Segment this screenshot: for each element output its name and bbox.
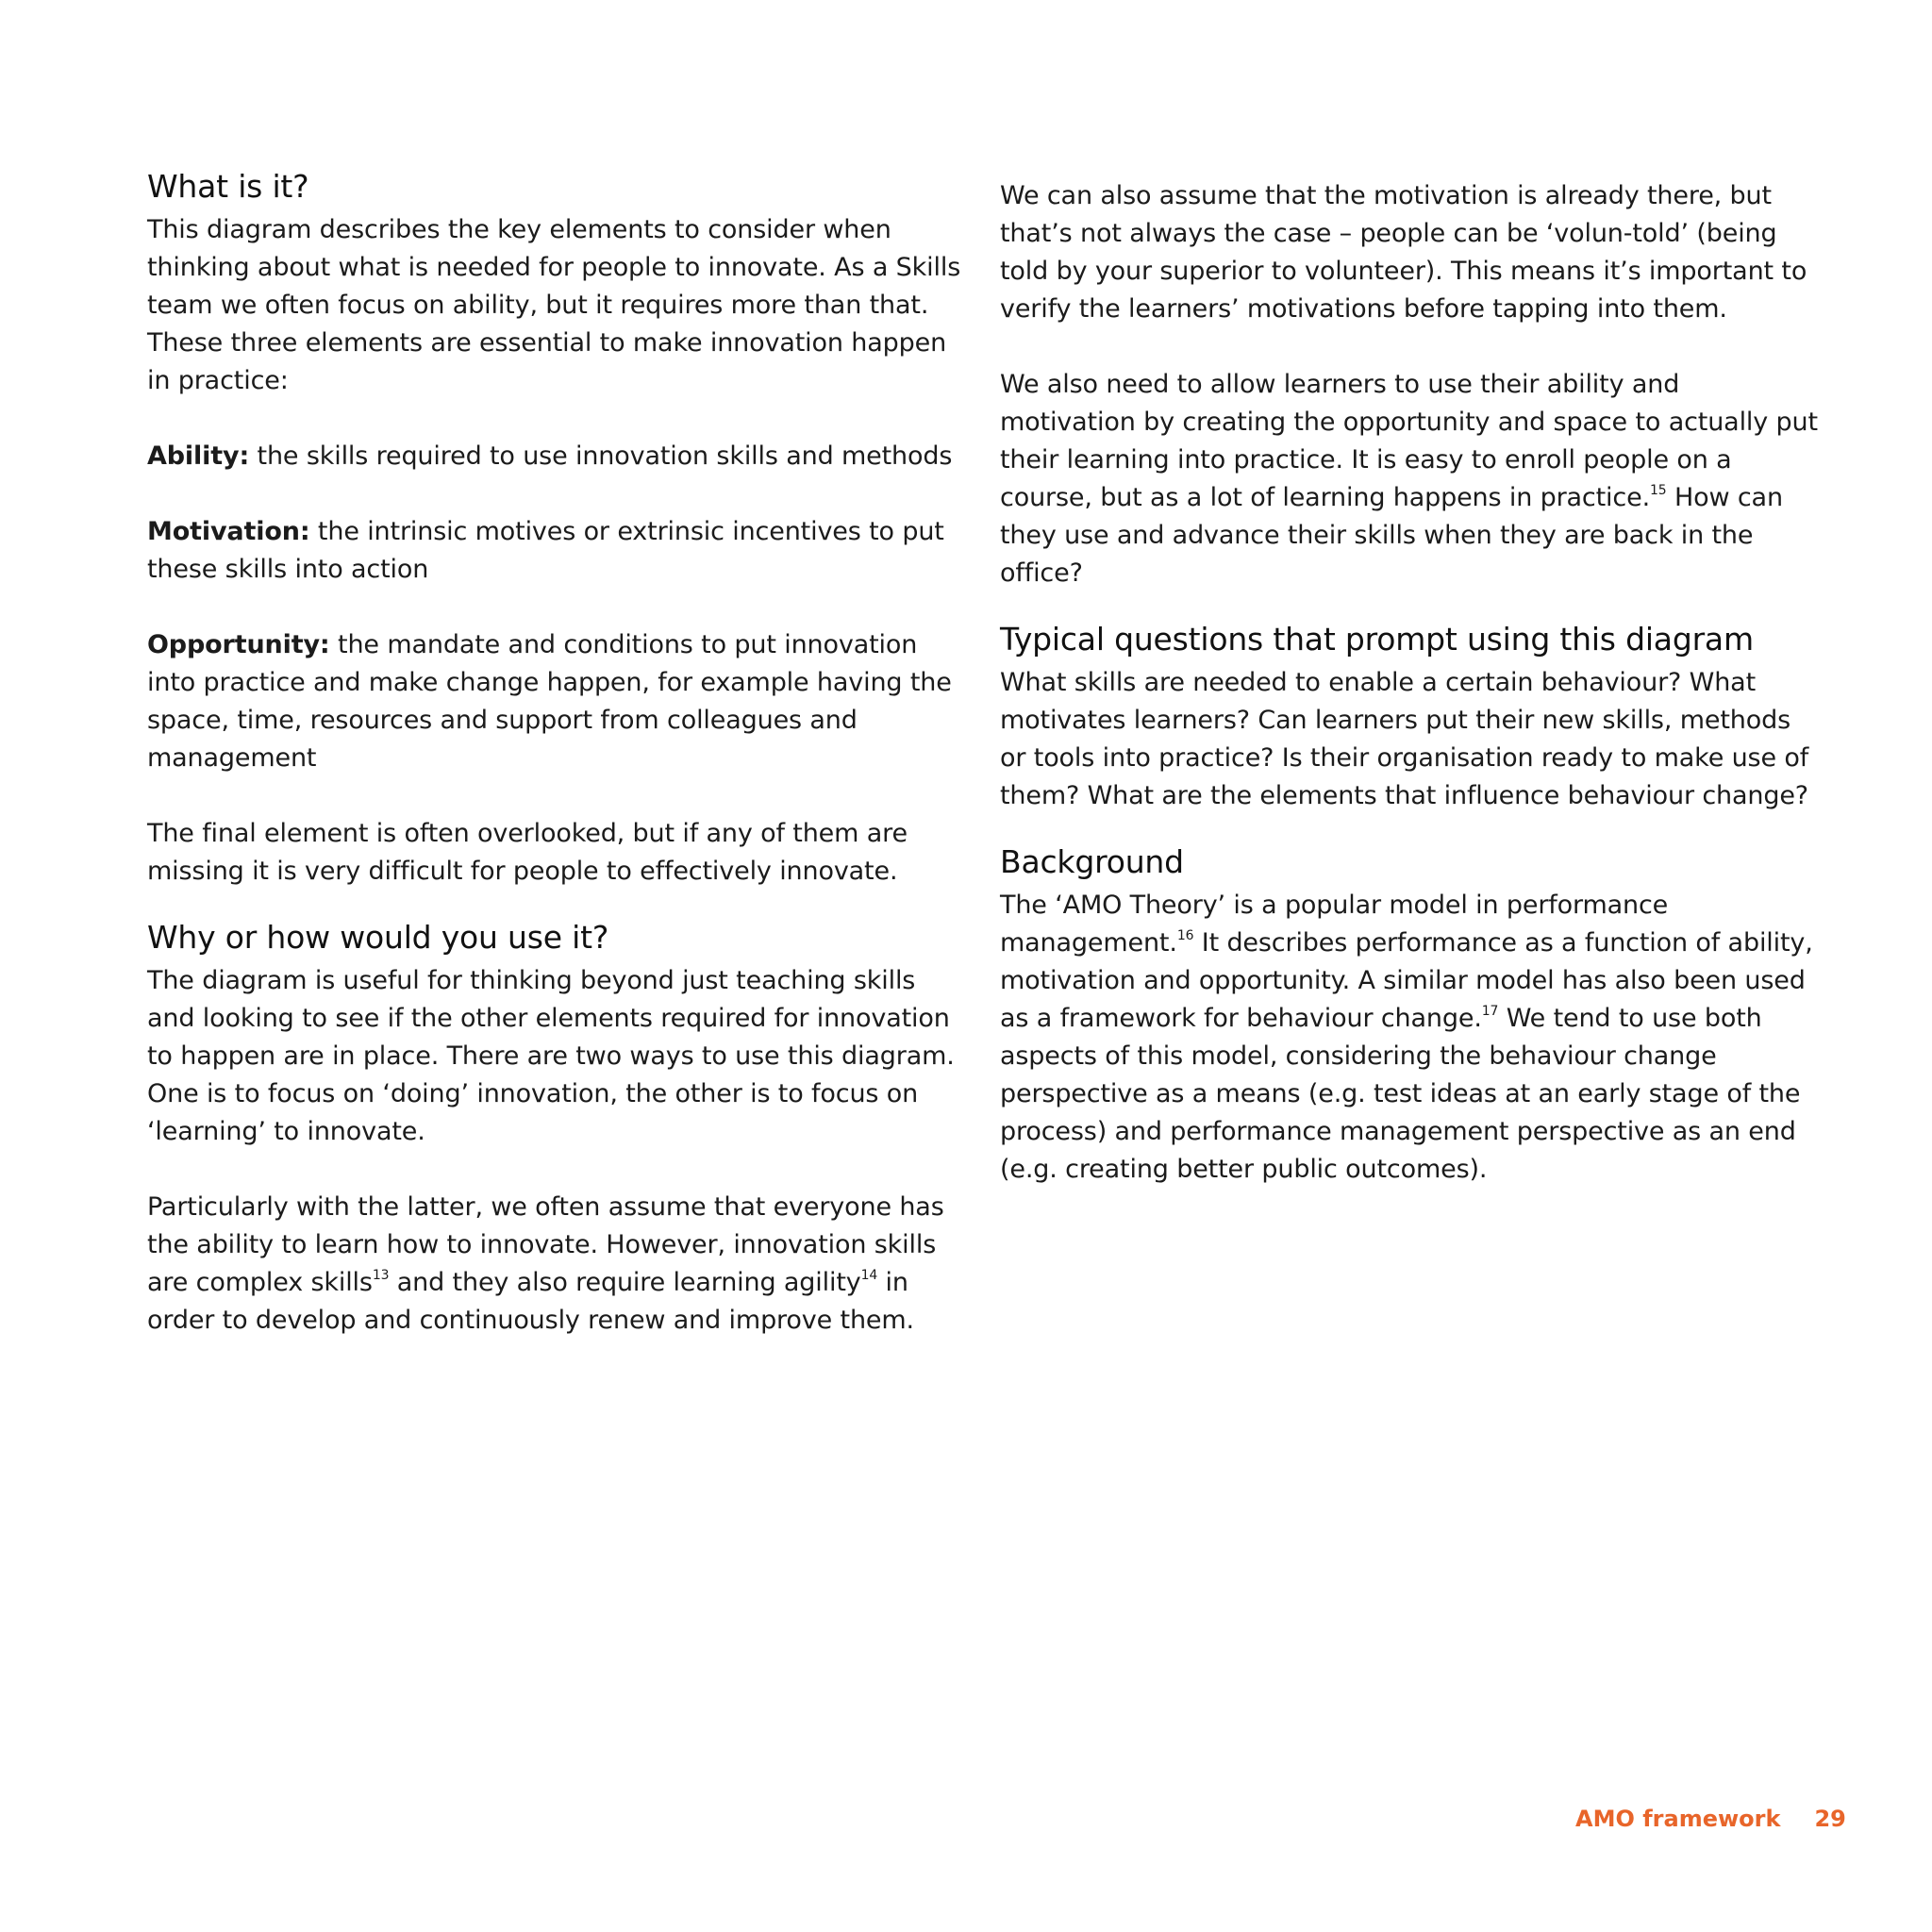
opportunity-text: the mandate and conditions to put innovation into practice and make change happen, for example having the space, time, resources and support from colleagues and management	[147, 630, 952, 773]
latter-paragraph	[147, 1189, 968, 1340]
what-is-it-heading: What is it?	[147, 168, 309, 205]
background-text-b: It describes performance as a function of ability, motivation and opportunity. A similar model has also been used as a framework for behaviour change.	[1000, 928, 1813, 1033]
footnote-ref-16: 16	[1176, 928, 1194, 943]
motivation-text: the intrinsic motives or extrinsic incentives to put these skills into action	[147, 517, 944, 584]
ability-text: the skills required to use innovation skills and methods	[249, 441, 953, 471]
latter-text-a: Particularly with the latter, we often assume that everyone has the ability to learn how to innovate. However, innovation skills are complex skills	[147, 1192, 944, 1297]
background-text-c: We tend to use both aspects of this model, considering the behaviour change perspective as a means (e.g. test ideas at an early stage of the process) and performance management perspective as an end (e.g. creating better public outcomes).	[1000, 1004, 1801, 1184]
background-heading: Background	[1000, 843, 1184, 880]
right-column	[1000, 177, 1821, 1226]
opportunity-term: Opportunity:	[147, 630, 330, 659]
ability-term: Ability:	[147, 441, 250, 471]
opportunity-text-b: How can they use and advance their skills when they are back in the office?	[1000, 483, 1783, 588]
typical-questions-heading: Typical questions that prompt using this diagram	[1000, 621, 1754, 658]
background-text-a: The ‘AMO Theory’ is a popular model in performance management.	[1000, 891, 1669, 958]
final-element-paragraph: The final element is often overlooked, but if any of them are missing it is very difficult for people to effectively innovate.	[147, 819, 908, 886]
typical-questions-paragraph: What skills are needed to enable a certain behaviour? What motivates learners? Can learners put their new skills, methods or tools into practice? Is their organisation ready to make use of them? What are the elements that influence behaviour change?	[1000, 668, 1809, 810]
footnote-ref-13: 13	[372, 1268, 390, 1283]
why-use-it-heading: Why or how would you use it?	[147, 919, 609, 956]
page-number: 29	[1814, 1806, 1846, 1832]
opportunity-paragraph	[1000, 366, 1821, 592]
latter-text-c: in order to develop and continuously renew and improve them.	[147, 1268, 914, 1335]
footer-section-title: AMO framework	[1575, 1806, 1781, 1832]
opportunity-text-a: We also need to allow learners to use their ability and motivation by creating the opportunity and space to actually put their learning into practice. It is easy to enroll people on a course, but as a lot of learning happens in practice.	[1000, 370, 1818, 512]
background-paragraph	[1000, 887, 1821, 1189]
what-is-it-paragraph: This diagram describes the key elements to consider when thinking about what is needed for people to innovate. As a Skills team we often focus on ability, but it requires more than that. These three elements are essential to make innovation happen in practice:	[147, 215, 961, 395]
footnote-ref-14: 14	[860, 1268, 878, 1283]
motivation-definition	[147, 513, 968, 589]
motivation-term: Motivation:	[147, 517, 310, 546]
page-footer	[1575, 1804, 1846, 1834]
left-column	[147, 166, 968, 1377]
motivation-assumption-paragraph: We can also assume that the motivation is already there, but that’s not always the case – people can be ‘volun-told’ (being told by your superior to volunteer). This means it’s important to verify the learners’ motivations before tapping into them.	[1000, 181, 1807, 324]
why-use-paragraph: The diagram is useful for thinking beyond just teaching skills and looking to see if the other elements required for innovation to happen are in place. There are two ways to use this diagram. One is to focus on ‘doing’ innovation, the other is to focus on ‘learning’ to innovate.	[147, 966, 955, 1146]
ability-definition	[147, 438, 968, 475]
latter-text-b: and they also require learning agility	[389, 1268, 861, 1297]
opportunity-definition	[147, 626, 968, 777]
footnote-ref-15: 15	[1650, 483, 1667, 498]
footnote-ref-17: 17	[1481, 1004, 1499, 1019]
